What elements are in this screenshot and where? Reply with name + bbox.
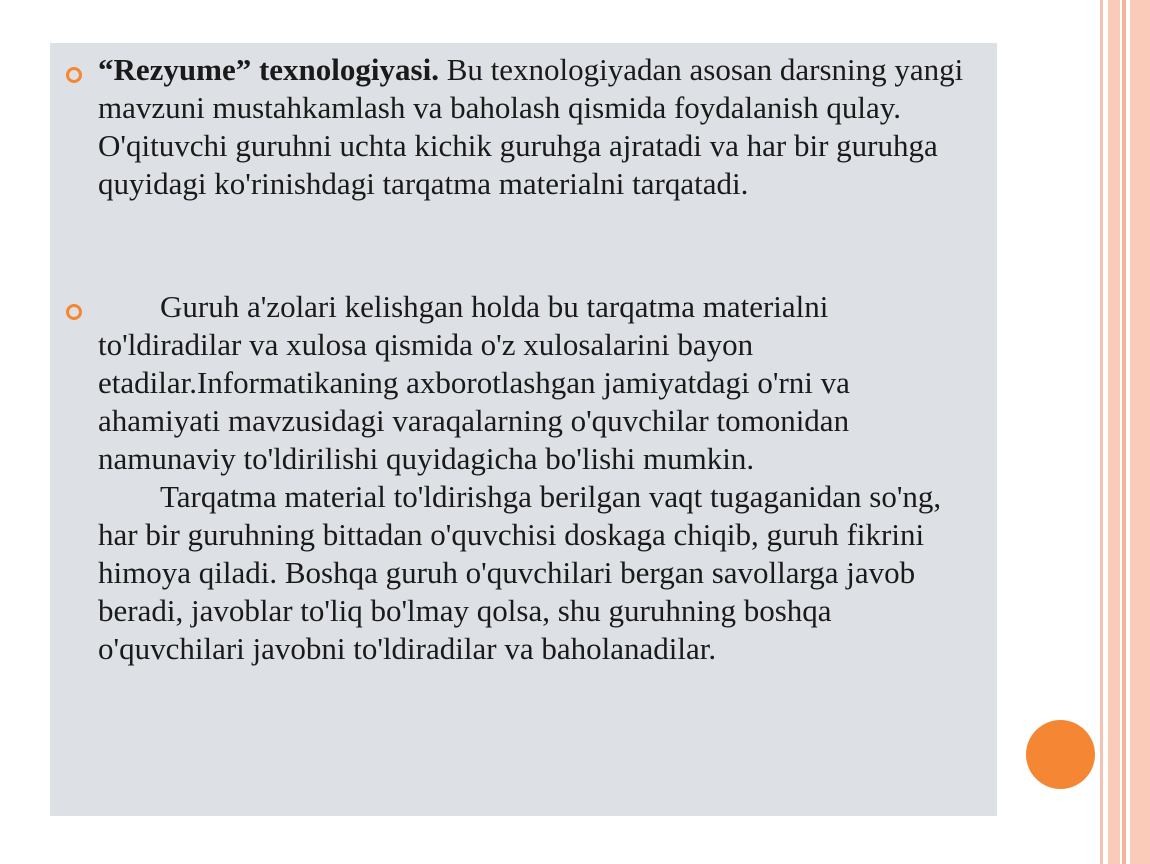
decorative-stripe: [1108, 0, 1120, 864]
bullet-paragraph: Tarqatma material to'ldirishga berilgan vaqt tugaganidan so'ng, har bir guruhning bittadan o'quvchisi doskaga chiqib, guruh fikrini himoya qiladi. Boshqa guruh o'quvchilari bergan savollarga javob beradi, javoblar to'liq bo'lmay qolsa, shu guruhning boshqa o'quvchilari javobni to'ldiradilar va baholanadilar.: [98, 479, 949, 666]
bullet-text: [98, 51, 975, 203]
bullet-paragraph: Guruh a'zolari kelishgan holda bu tarqatma materialni to'ldiradilar va xulosa qismida o'z xulosalarini bayon etadilar.Informatikaning axborotlashgan jamiyatdagi o'rni va ahamiyati mavzusidagi varaqalarning o'quvchilar tomonidan namunaviy to'ldirilishi quyidagicha bo'lishi mumkin.: [98, 289, 858, 476]
bullet-text: [98, 288, 975, 668]
bullet-heading: “Rezyume” texnologiyasi.: [98, 52, 439, 87]
circle-bullet-icon: [66, 304, 82, 320]
circle-bullet-icon: [66, 67, 82, 83]
decorative-stripe: [1130, 0, 1150, 864]
bullet-item: [50, 288, 975, 668]
decorative-stripe: [1100, 0, 1103, 864]
bullet-item: [50, 51, 975, 203]
decorative-circle: [1026, 720, 1095, 789]
decorative-stripe: [1122, 0, 1126, 864]
bullet-body: Bu texnologiyadan asosan darsning yangi mavzuni mustahkamlash va baholash qismida foydalanish qulay. O'qituvchi guruhni uchta kichik guruhga ajratadi va har bir guruhga quyidagi ko'rinishdagi tarqatma materialni tarqatadi.: [98, 52, 972, 201]
content-box: [50, 43, 997, 816]
